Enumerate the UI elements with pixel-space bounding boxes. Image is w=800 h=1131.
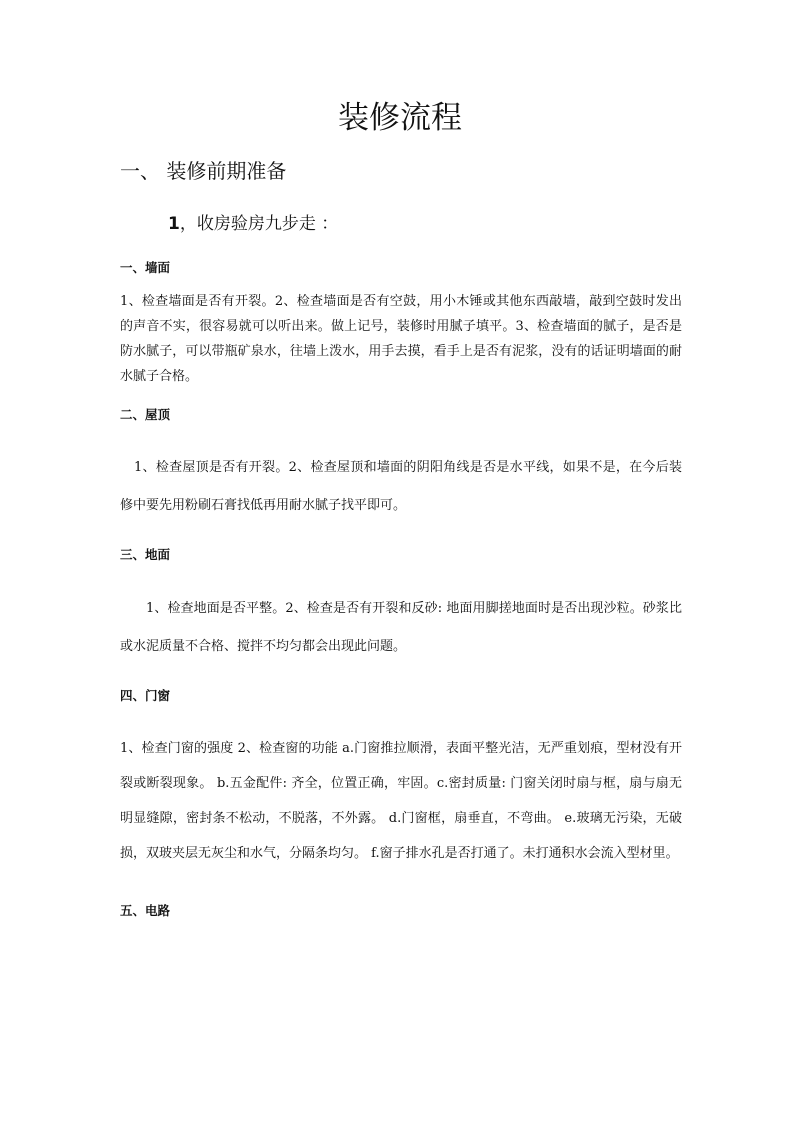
item-text-floor: 1、检查地面是否平整。2、检查是否有开裂和反砂: 地面用脚搓地面时是否出现沙粒。砂浆比或水泥质量不合格、搅拌不均匀都会出现此问题。 bbox=[120, 601, 682, 654]
item-heading-ceiling: 二、屋顶 bbox=[120, 407, 171, 422]
item-heading-walls: 一、墙面 bbox=[120, 260, 171, 275]
document-title: 装修流程 bbox=[338, 100, 462, 136]
sub-heading-number: 1 bbox=[168, 214, 180, 234]
item-heading-doors-windows: 四、门窗 bbox=[120, 688, 171, 703]
item-text-ceiling: 1、检查屋顶是否有开裂。2、检查屋顶和墙面的阴阳角线是否是水平线，如果不是，在今后装修中要先用粉刷石膏找低再用耐水腻子找平即可。 bbox=[120, 460, 682, 513]
item-heading-floor: 三、地面 bbox=[120, 547, 171, 562]
sub-heading bbox=[168, 211, 338, 237]
sub-heading-text: ，收房验房九步走 ： bbox=[179, 214, 339, 234]
section-heading: 一、 装修前期准备 bbox=[120, 159, 287, 183]
item-text-walls: 1、检查墙面是否有开裂。2、检查墙面是否有空鼓，用小木锤或其他东西敲墙，敲到空鼓时发出的声音不实，很容易就可以听出来。做上记号，装修时用腻子填平。3、检查墙面的腻子，是否是防水腻子，可以带瓶矿泉水，往墙上泼水，用手去摸，看手上是否有泥浆，没有的话证明墙面的耐水腻子合格。 bbox=[120, 294, 682, 384]
item-text-doors-windows: 1、检查门窗的强度 2、检查窗的功能 a.门窗推拉顺滑，表面平整光洁，无严重划痕，型材没有开裂或断裂现象。 b.五金配件: 齐全，位置正确，牢固。c.密封质量: 门窗关闭时扇与框，扇与扇无明显缝隙，密封条不松动，不脱落，不外露。 d.门窗框，扇垂直，不弯曲。 e.玻璃无污染，无破损，双玻夹层无灰尘和水气，分隔条均匀。 f.窗子排水孔是否打通了。未打通积水会流入型材里。 bbox=[120, 741, 682, 861]
item-heading-electrical: 五、电路 bbox=[120, 903, 171, 918]
